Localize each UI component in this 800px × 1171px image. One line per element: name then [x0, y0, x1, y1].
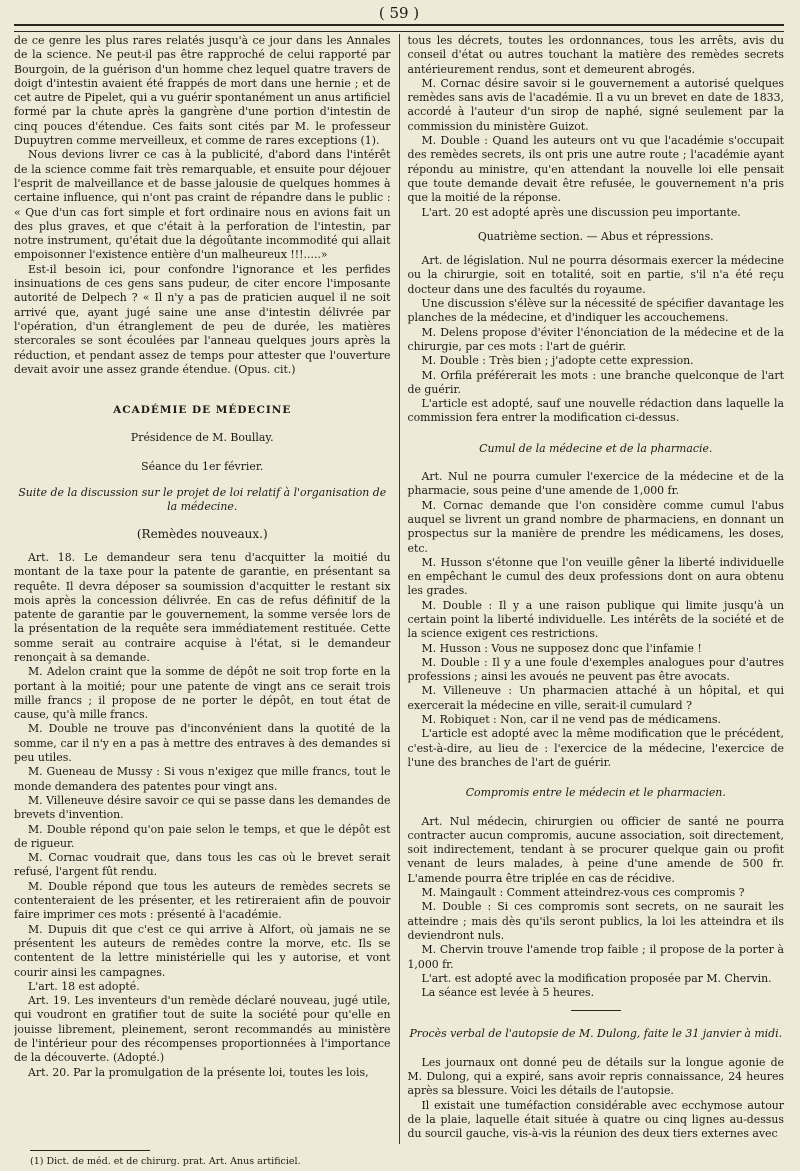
paragraph: Art. Nul ne pourra cumuler l'exercice de la médecine et de la pharmacie, sous peine d'une amende de 1,000 fr.: [407, 470, 784, 498]
paragraph: M. Delens propose d'éviter l'énonciation de la médecine et de la chirurgie, par ces mots : l'art de guérir.: [407, 325, 784, 353]
discussion-title: Suite de la discussion sur le projet de loi relatif à l'organisation de la médecine.: [18, 486, 387, 514]
paragraph: Les journaux ont donné peu de détails sur la longue agonie de M. Dulong, qui a expiré, sans avoir repris connaissance, 24 heures après sa blessure. Voici les détails de l'autopsie.: [407, 1055, 784, 1098]
subheading-proces-verbal: Procès verbal de l'autopsie de M. Dulong, faite le 31 janvier à midi.: [409, 1027, 783, 1041]
right-column: [399, 34, 785, 1144]
paragraph: M. Robiquet : Non, car il ne vend pas de médicamens.: [421, 713, 721, 727]
paragraph: M. Double : Si ces compromis sont secrets, on ne saurait les atteindre ; mais dès qu'ils seront publics, la loi les atteindra et ils deviendront nuls.: [407, 900, 784, 942]
paragraph: Art. de législation. Nul ne pourra désormais exercer la médecine ou la chirurgie, soit en totalité, soit en partie, s'il n'a été reçu docteur dans une des facultés du royaume.: [407, 254, 784, 296]
paragraph: M. Double : Il y a une foule d'exemples analogues pour d'autres professions ; ainsi les avoués ne peuvent pas être avocats.: [407, 655, 784, 684]
paragraph: M. Cornac demande que l'on considère comme cumul l'abus auquel se livrent un grand nombre de pharmaciens, en donnant un prospectus sur la manière de prendre les médicamens, les doses, etc.: [407, 498, 784, 555]
paragraph: M. Cornac voudrait que, dans tous les cas où le brevet serait refusé, l'argent fût rendu.: [14, 851, 391, 879]
paragraph: M. Husson : Vous ne supposez donc que l'infamie !: [421, 641, 702, 655]
header-rule: [14, 24, 784, 32]
paragraph: M. Gueneau de Mussy : Si vous n'exigez que mille francs, tout le monde demandera des patentes pour vingt ans.: [14, 765, 391, 793]
paragraph: Art. Nul médecin, chirurgien ou officier de santé ne pourra contracter aucun compromis, aucune association, soit directement, soit indirectement, tendant à se procurer quelque gain ou profit venant de leurs malades, à peine d'une amende de 500 fr. L'amende pourra être triplée en cas de récidive.: [407, 814, 784, 885]
paragraph: M. Orfila préférerait les mots : une branche quelconque de l'art de guérir.: [407, 368, 784, 396]
paragraph: L'article est adopté avec la même modification que le précédent, c'est-à-dire, au lieu de : l'exercice de la médecine, l'exercice de l'une des branches de l'art de guérir.: [407, 727, 784, 769]
paragraph: M. Maingault : Comment atteindrez-vous ces compromis ?: [421, 886, 745, 900]
paragraph: M. Double : Il y a une raison publique qui limite jusqu'à un certain point la liberté individuelle. Les intérêts de la société et de la science exigent ces restrictions.: [407, 598, 784, 641]
paragraph: Nous devions livrer ce cas à la publicité, d'abord dans l'intérêt de la science comme fait très remarquable, et ensuite pour déjouer l'esprit de malveillance et de basse jalousie de quelques hommes à certaine influence, qui n'ont pas craint de répandre dans le public : « Que d'un cas fort simple et fort ordinaire nous en avions fait un des plus graves, et que c'était à la perforation de l'intestin, par notre instrument, qu'était due la dégoûtante incommodité qui allait empoisonner l'existence entière d'un malheureux !!!.....»: [14, 148, 391, 262]
paragraph: La séance est levée à 5 heures.: [421, 986, 595, 1000]
paragraph: L'art. est adopté avec la modification proposée par M. Chervin.: [421, 971, 772, 985]
paragraph: M. Villeneuve désire savoir ce qui se passe dans les demandes de brevets d'invention.: [14, 793, 391, 822]
presidence-line: Présidence de M. Boullay.: [130, 431, 274, 445]
footnote: (1) Dict. de méd. et de chirurg. prat. Art. Anus artificiel.: [30, 1156, 301, 1167]
paragraph: Art. 18. Le demandeur sera tenu d'acquitter la moitié du montant de la taxe pour la patente de garantie, en présentant sa requête. Il devra déposer sa soumission d'acquitter le restant six mois après la concession délivrée. En cas de refus définitif de la patente de garantie par le gouvernement, la somme versée lors de la présentation de la requête sera immédiatement restituée. Cette somme serait au contraire acquise à l'état, si le demandeur renonçait à sa demande.: [14, 550, 391, 664]
paragraph: M. Double ne trouve pas d'inconvénient dans la quotité de la somme, car il n'y en a pas à mettre des entraves à des demandes si peu utiles.: [14, 722, 391, 765]
paragraph: M. Double : Très bien ; j'adopte cette expression.: [421, 354, 694, 368]
left-column: [14, 34, 399, 1144]
page-number: ( 59 ): [371, 4, 427, 22]
paragraph: M. Husson s'étonne que l'on veuille gêner la liberté individuelle en empêchant le cumul des deux professions dont on aura obtenu les grades.: [407, 555, 784, 598]
separator-rule: [571, 1010, 621, 1011]
paragraph: Une discussion s'élève sur la nécessité de spécifier davantage les planches de la médecine, et d'indiquer les accouchemens.: [407, 297, 784, 325]
paragraph: M. Villeneuve : Un pharmacien attaché à un hôpital, et qui exercerait la médecine en ville, serait-il cumulard ?: [407, 684, 784, 712]
paragraph: Est-il besoin ici, pour confondre l'ignorance et les perfides insinuations de ces gens sans pudeur, de citer encore l'imposante autorité de Delpech ? « Il n'y a pas de praticien auquel il ne soit arrivé que, ayant jugé saine une anse d'intestin délivrée par l'opération, d'un étranglement de peu de durée, les matières stercorales se sont écoulées par l'anneau quelques jours après la réduction, et pendant assez de temps pour attester que l'ouverture devait avoir une assez grande étendue. (Opus. cit.): [14, 262, 391, 376]
paragraph: M. Dupuis dit que c'est ce qui arrive à Alfort, où jamais ne se présentent les auteurs de remèdes contre la morve, etc. Ils se contentent de la lettre ministérielle qui les y autorise, et vont courir ainsi les campagnes.: [14, 922, 391, 979]
seance-date: Séance du 1er février.: [141, 459, 264, 473]
paragraph: tous les décrets, toutes les ordonnances, tous les arrêts, avis du conseil d'état ou autres touchant la matière des remèdes secrets antérieurement rendus, sont et demeurent abrogés.: [407, 34, 784, 76]
page-header: [14, 0, 784, 34]
subheading-compromis: Compromis entre le médecin et le pharmacien.: [465, 786, 726, 800]
columns: [14, 34, 784, 1144]
section-heading-quatrieme: Quatrième section. — Abus et répressions.: [477, 229, 714, 243]
paragraph: Il existait une tuméfaction considérable avec ecchymose autour de la plaie, laquelle était située à quatre ou cinq lignes au-dessus du sourcil gauche, vis-à-vis la réunion des deux tiers externes avec: [407, 1098, 784, 1141]
paragraph: M. Double : Quand les auteurs ont vu que l'académie s'occupait des remèdes secrets, ils ont pris une autre route ; l'académie ayant répondu au ministre, qu'en attendant la nouvelle loi elle pensait que toute demande devait être refusée, le gouvernement n'a pris que la moitié de la réponse.: [407, 134, 784, 205]
paragraph: Art. 20. Par la promulgation de la présente loi, toutes les lois,: [28, 1065, 369, 1079]
paragraph: M. Cornac désire savoir si le gouvernement a autorisé quelques remèdes sans avis de l'académie. Il a vu un brevet en date de 1833, accordé à l'auteur d'un sirop de naphé, signé seulement par la commission du ministère Guizot.: [407, 76, 784, 133]
paragraph: M. Chervin trouve l'amende trop faible ; il propose de la porter à 1,000 fr.: [407, 943, 784, 971]
footnote-rule: [30, 1150, 150, 1151]
paragraph: M. Double répond qu'on paie selon le temps, et que le dépôt est de rigueur.: [14, 822, 391, 850]
subheading-cumul: Cumul de la médecine et de la pharmacie.: [479, 441, 713, 455]
paragraph: Art. 19. Les inventeurs d'un remède déclaré nouveau, jugé utile, qui voudront en gratifier tout de suite la société pour qu'elle en jouisse librement, pleinement, seront recommandés au ministère de l'intérieur pour des récompenses proportionnées à l'importance de la découverte. (Adopté.): [14, 994, 391, 1065]
paragraph: L'art. 20 est adopté après une discussion peu importante.: [421, 205, 741, 219]
paragraph: L'art. 18 est adopté.: [28, 979, 140, 993]
paragraph: M. Double répond que tous les auteurs de remèdes secrets se contenteraient de les présenter, et les retireraient afin de pouvoir faire imprimer ces mots : présenté à l'académie.: [14, 879, 391, 922]
paragraph: L'article est adopté, sauf une nouvelle rédaction dans laquelle la commission fera entrer la modification ci-dessus.: [407, 397, 784, 425]
subsection-remedes: (Remèdes nouveaux.): [136, 526, 268, 541]
section-heading-academie: ACADÉMIE DE MÉDECINE: [113, 404, 292, 417]
paragraph: de ce genre les plus rares relatés jusqu'à ce jour dans les Annales de la science. Ne peut-il pas être rapproché de celui rapporté par Bourgoin, de la guérison d'un homme chez lequel quatre travers de doigt d'intestin avaient été frappés de mort dans une hernie ; et de cet autre de Pipelet, qui a vu guérir spontanément un anus artificiel formé par la chute après la gangrène d'une portion d'intestin de cinq pouces d'étendue. Ces faits sont cités par M. le professeur Dupuytren comme merveilleux, et comme de rares exceptions (1).: [14, 34, 391, 148]
paragraph: M. Adelon craint que la somme de dépôt ne soit trop forte en la portant à la moitié; pour une patente de vingt ans ce serait trois mille francs ; il propose de ne porter le dépôt, en tout état de cause, qu'à mille francs.: [14, 665, 391, 722]
